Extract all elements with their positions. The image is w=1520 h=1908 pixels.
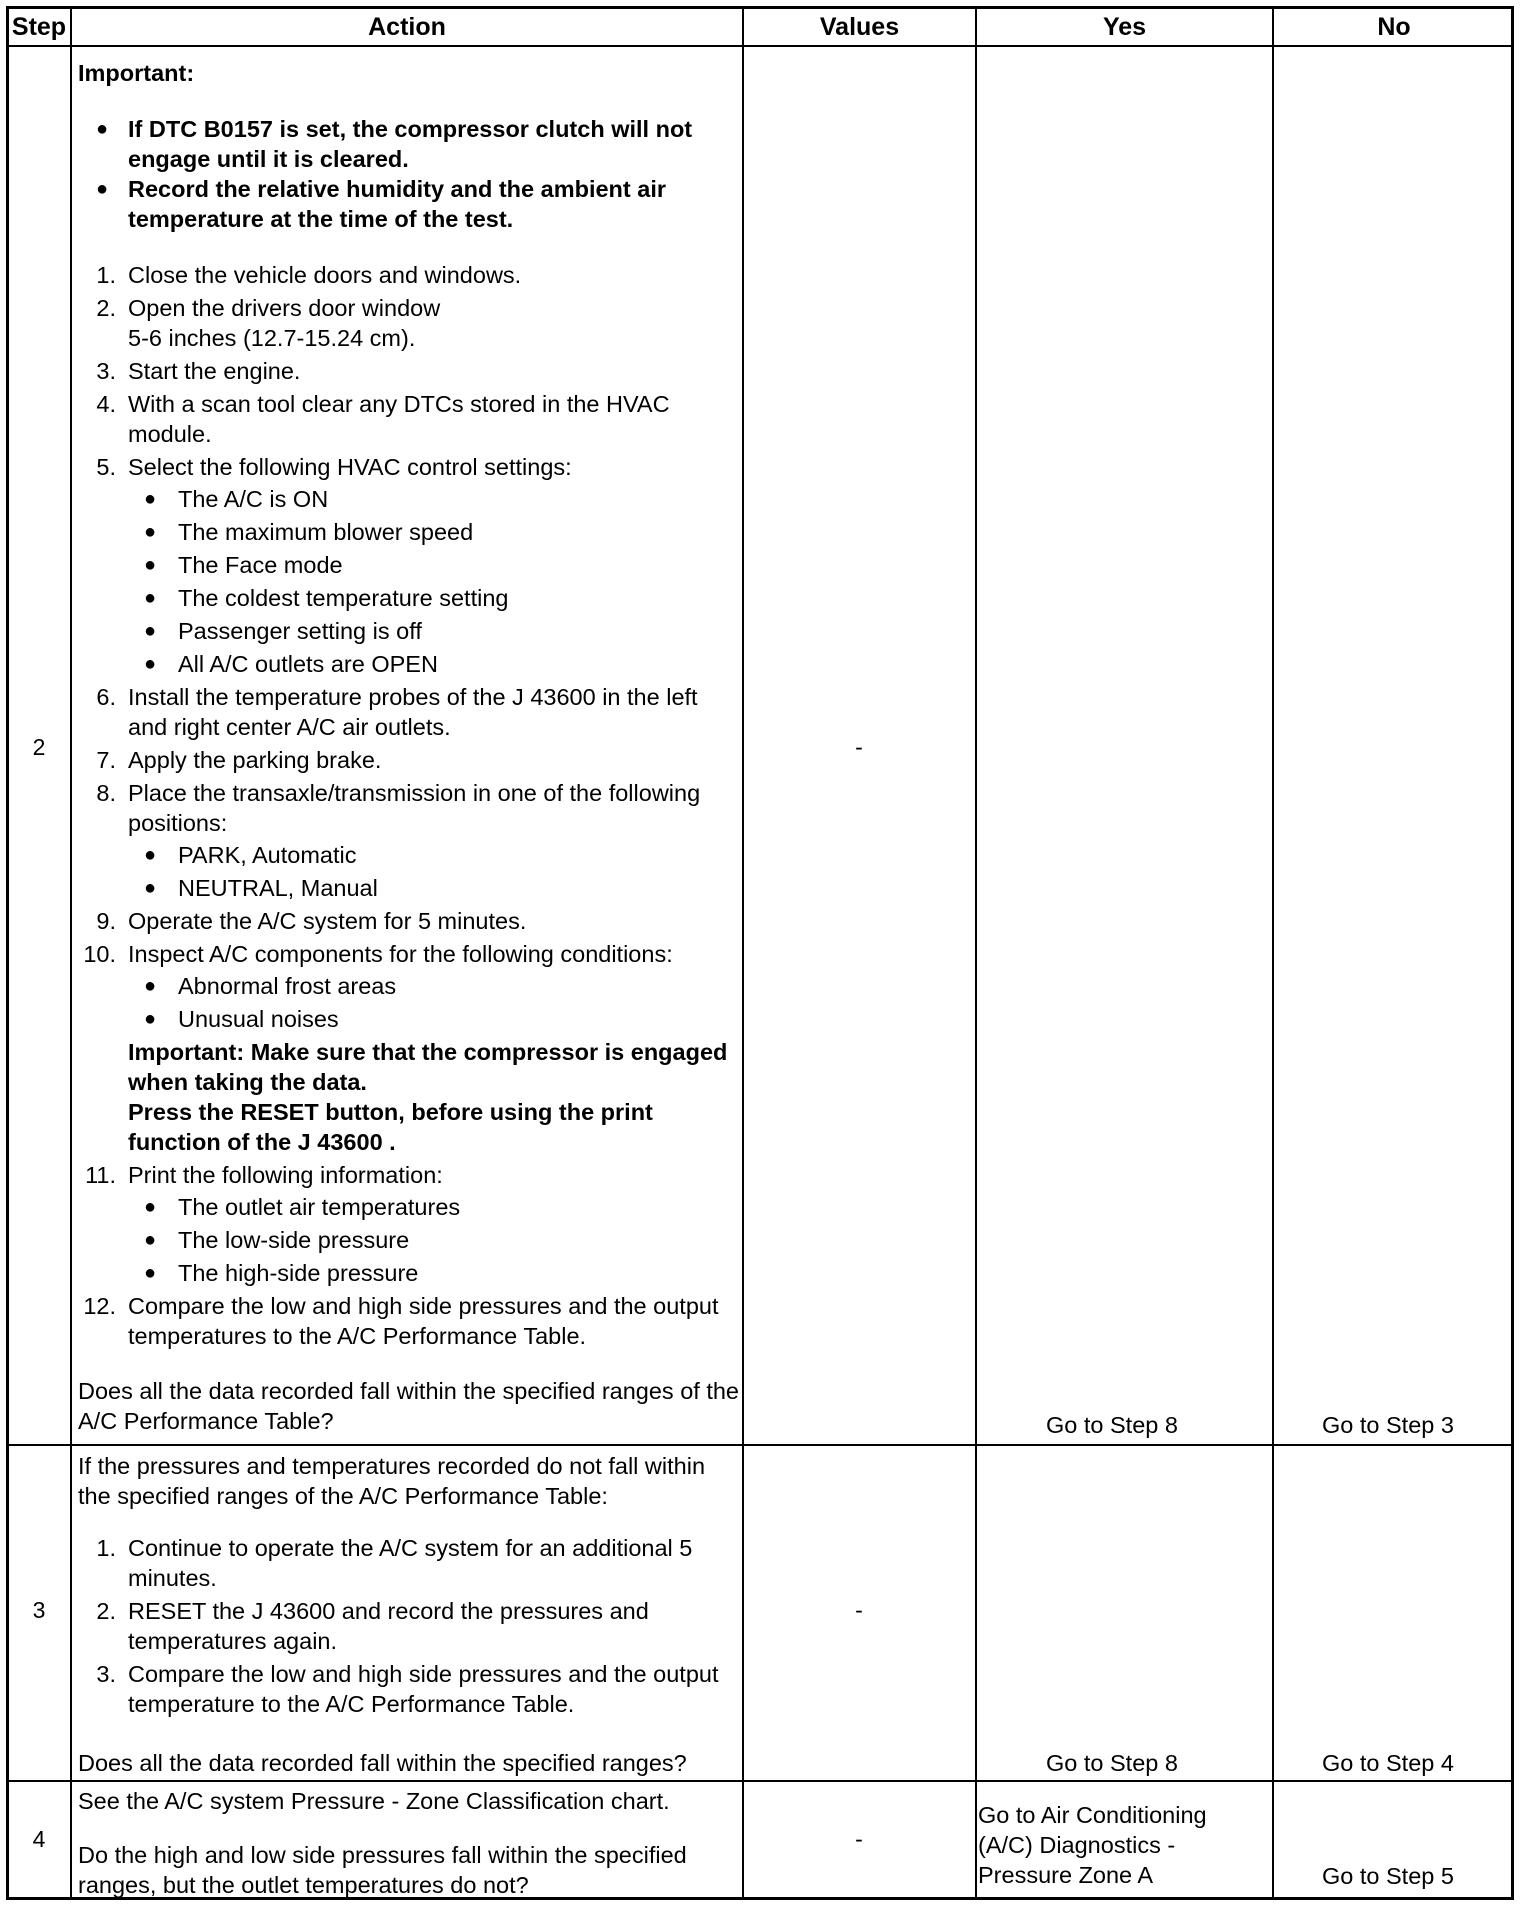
- yes-cell: [970, 1800, 1278, 1890]
- header-values: Values: [819, 13, 900, 41]
- print-list: [128, 1192, 743, 1288]
- important-label: Important:: [78, 60, 195, 86]
- yes-cell: Go to Step 8: [1046, 1750, 1178, 1776]
- header-no: No: [1377, 13, 1411, 41]
- sub-item: ● The A/C is ON: [128, 484, 743, 514]
- list-item: [78, 1291, 743, 1351]
- list-item: [78, 906, 743, 936]
- sub-item: ● The coldest temperature setting: [128, 583, 743, 613]
- sub-item: ● The maximum blower speed: [128, 517, 743, 547]
- step-text: Apply the parking brake.: [128, 747, 382, 773]
- intro-text: If the pressures and temperatures recorded do not fall within the specified ranges of the A/C Performance Table:: [78, 1453, 706, 1509]
- step-text: Select the following HVAC control settings:: [128, 454, 572, 480]
- step-index: 2.: [96, 1598, 116, 1624]
- step-index: 3.: [96, 1661, 116, 1687]
- step-index: 8.: [96, 780, 116, 806]
- procedure-list: [78, 260, 743, 1351]
- important-note: Important: Make sure that the compressor is engaged when taking the data.: [128, 1039, 728, 1095]
- values-cell: -: [855, 1826, 863, 1852]
- step-text: Continue to operate the A/C system for an additional 5 minutes.: [128, 1535, 693, 1591]
- yes-line: (A/C) Diagnostics -: [978, 1832, 1176, 1858]
- list-item: [78, 1659, 743, 1719]
- step-number: 2: [32, 734, 46, 760]
- question: Do the high and low side pressures fall within the specified ranges, but the outlet temperatures do not?: [78, 1842, 687, 1898]
- step-text: RESET the J 43600 and record the pressures and temperatures again.: [128, 1598, 649, 1654]
- list-item: [78, 1596, 743, 1656]
- list-item: [78, 1533, 743, 1593]
- step-index: 12.: [83, 1293, 116, 1319]
- question: Does all the data recorded fall within the specified ranges of the A/C Performance Table?: [78, 1378, 740, 1434]
- col-divider-values: [975, 6, 977, 1900]
- step-text: Print the following information:: [128, 1162, 443, 1188]
- header-step: Step: [11, 13, 67, 41]
- important-item: ● Record the relative humidity and the ambient air temperature at the time of the test.: [78, 174, 743, 234]
- question: Does all the data recorded fall within the specified ranges?: [78, 1750, 687, 1776]
- col-divider-yes: [1272, 6, 1274, 1900]
- sub-item: ● Passenger setting is off: [128, 616, 743, 646]
- list-item: [78, 356, 743, 386]
- positions-list: [128, 840, 743, 903]
- settings-list: [128, 484, 743, 679]
- step-text: Start the engine.: [128, 358, 301, 384]
- step-text: Compare the low and high side pressures and the output temperature to the A/C Performance Table.: [128, 1661, 719, 1717]
- list-item: [78, 778, 743, 903]
- list-item: [78, 745, 743, 775]
- procedure-list: [78, 1533, 743, 1719]
- action-cell: [78, 58, 743, 1436]
- step-text: Close the vehicle doors and windows.: [128, 262, 522, 288]
- step-index: 6.: [96, 684, 116, 710]
- conditions-list: [128, 971, 743, 1034]
- step-number: 4: [32, 1826, 46, 1852]
- step-index: 4.: [96, 391, 116, 417]
- sub-item: ● Unusual noises: [128, 1004, 743, 1034]
- sub-item: ● The outlet air temperatures: [128, 1192, 743, 1222]
- list-item: [78, 293, 743, 353]
- yes-line: Pressure Zone A: [978, 1862, 1154, 1888]
- sub-item: ● The Face mode: [128, 550, 743, 580]
- step-index: 9.: [96, 908, 116, 934]
- step-text: Place the transaxle/transmission in one of the following positions:: [128, 780, 701, 836]
- step-number: 3: [32, 1597, 46, 1623]
- step-index: 1.: [96, 1535, 116, 1561]
- step-index: 10.: [83, 941, 116, 967]
- step-text: With a scan tool clear any DTCs stored in the HVAC module.: [128, 391, 670, 447]
- sub-item: ● PARK, Automatic: [128, 840, 743, 870]
- list-item: [78, 682, 743, 742]
- yes-cell: Go to Step 8: [1046, 1412, 1178, 1438]
- sub-item: ● Abnormal frost areas: [128, 971, 743, 1001]
- header-yes: Yes: [1102, 13, 1147, 41]
- step-index: 7.: [96, 747, 116, 773]
- step-index: 2.: [96, 295, 116, 321]
- row-divider-3: [6, 1780, 1514, 1782]
- step-text-cont: 5-6 inches (12.7-15.24 cm).: [128, 325, 416, 351]
- step-text: Install the temperature probes of the J 43600 in the left and right center A/C air outlets.: [128, 684, 698, 740]
- no-cell: Go to Step 3: [1322, 1412, 1454, 1438]
- sub-item: ● The low-side pressure: [128, 1225, 743, 1255]
- reset-note: Press the RESET button, before using the print function of the J 43600 .: [128, 1099, 653, 1155]
- intro-text: See the A/C system Pressure - Zone Classification chart.: [78, 1788, 670, 1814]
- no-cell: Go to Step 5: [1322, 1863, 1454, 1889]
- sub-item: ● The high-side pressure: [128, 1258, 743, 1288]
- important-list: [78, 114, 743, 234]
- important-item: ● If DTC B0157 is set, the compressor clutch will not engage until it is cleared.: [78, 114, 743, 174]
- list-item: [78, 1160, 743, 1288]
- header-action: Action: [368, 13, 446, 41]
- diagnostic-table: [6, 6, 1514, 1900]
- step-text: Compare the low and high side pressures and the output temperatures to the A/C Performance Table.: [128, 1293, 719, 1349]
- values-cell: -: [855, 1597, 863, 1623]
- step-index: 11.: [85, 1162, 116, 1188]
- action-cell: [78, 1451, 743, 1722]
- step-index: 5.: [96, 454, 116, 480]
- list-item: [78, 452, 743, 679]
- values-cell: -: [855, 734, 863, 760]
- list-item: [78, 939, 743, 1157]
- list-item: [78, 389, 743, 449]
- step-index: 3.: [96, 358, 116, 384]
- step-text: Inspect A/C components for the following conditions:: [128, 941, 673, 967]
- list-item: [78, 260, 743, 290]
- step-text: Open the drivers door window: [128, 295, 441, 321]
- no-cell: Go to Step 4: [1322, 1750, 1454, 1776]
- yes-line: Go to Air Conditioning: [978, 1802, 1207, 1828]
- row-divider-2: [6, 1444, 1514, 1446]
- sub-item: ● NEUTRAL, Manual: [128, 873, 743, 903]
- step-text: Operate the A/C system for 5 minutes.: [128, 908, 527, 934]
- sub-item: ● All A/C outlets are OPEN: [128, 649, 743, 679]
- step-index: 1.: [96, 262, 116, 288]
